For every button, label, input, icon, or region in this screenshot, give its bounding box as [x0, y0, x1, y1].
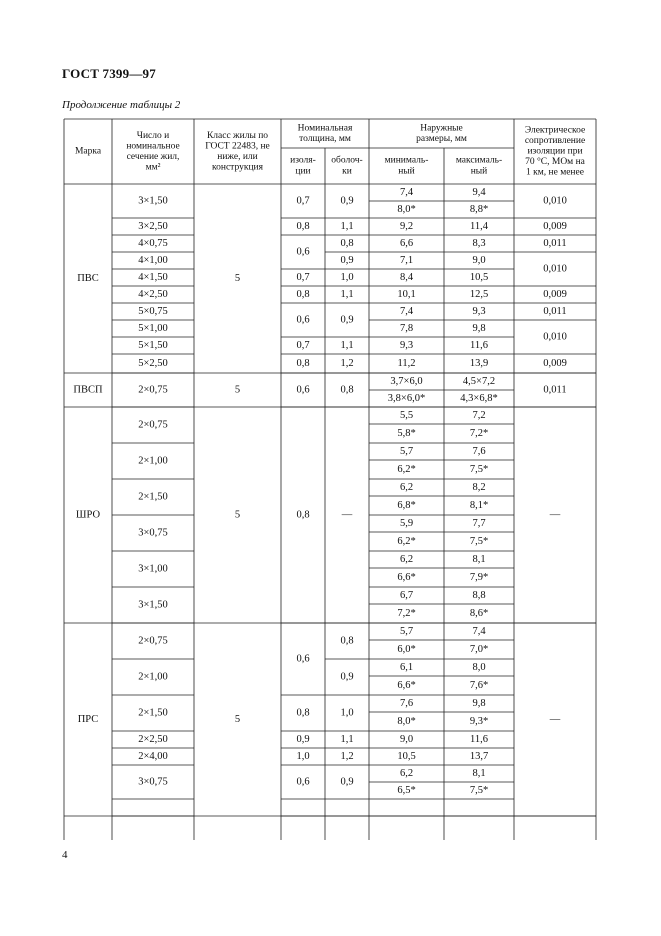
conductor-class: 5	[234, 384, 241, 396]
outer-max: 7,0*	[469, 644, 489, 655]
outer-min: 10,5	[397, 751, 416, 762]
header-resistance: 70 °С, МОм на	[525, 157, 585, 167]
header-class: Класс жилы по	[206, 130, 269, 141]
insulation-thickness: 0,8	[296, 221, 310, 232]
core-count-section: 2×1,50	[138, 491, 168, 503]
outer-max: 7,5*	[469, 464, 489, 475]
outer-min: 6,2	[399, 482, 414, 493]
outer-max: 13,7	[469, 751, 489, 762]
header-resistance: Электрическое	[524, 125, 586, 136]
sheath-thickness: 0,8	[340, 384, 354, 396]
outer-max: 7,6	[472, 446, 486, 457]
outer-min: 10,1	[397, 289, 416, 300]
header-sheath: оболоч-	[331, 155, 363, 166]
outer-min: 8,0*	[397, 716, 416, 727]
outer-max: 7,4	[472, 626, 486, 637]
header-class: ГОСТ 22483, не	[205, 141, 270, 152]
outer-max: 7,2*	[469, 428, 489, 439]
header-outer-dimensions: Наружные	[420, 123, 463, 134]
insulation-resistance: 0,011	[543, 238, 567, 249]
outer-min: 6,2*	[397, 464, 416, 475]
header-insulation: изоля-	[290, 155, 316, 166]
outer-min: 5,9	[399, 518, 414, 529]
outer-min: 3,8×6,0*	[387, 393, 426, 404]
header-max: ный	[470, 166, 488, 177]
outer-min: 6,6*	[397, 572, 416, 583]
outer-min: 6,5*	[397, 785, 416, 796]
header-resistance: изоляции при	[527, 146, 583, 157]
outer-min: 5,7	[399, 626, 414, 637]
sheath-thickness: 1,1	[340, 734, 354, 745]
sheath-thickness: 0,9	[340, 255, 354, 266]
insulation-thickness: 0,8	[296, 707, 310, 719]
outer-min: 8,4	[399, 272, 414, 283]
outer-max: 11,6	[470, 734, 488, 745]
header-class: конструкция	[212, 162, 263, 173]
sheath-thickness: 0,9	[340, 671, 354, 683]
outer-max: 7,7	[472, 518, 486, 529]
core-count-section: 4×1,00	[138, 255, 168, 266]
outer-min: 7,2*	[397, 608, 416, 619]
outer-max: 11,6	[470, 340, 488, 351]
header-nominal-thickness: Номинальная	[297, 123, 353, 134]
core-count-section: 4×0,75	[138, 238, 168, 249]
insulation-thickness: 0,7	[296, 272, 310, 283]
cable-mark: ШРО	[75, 509, 101, 521]
conductor-class: 5	[234, 273, 241, 284]
core-count-section: 3×2,50	[138, 221, 168, 232]
core-count-section: 5×1,00	[138, 323, 168, 334]
header-count-section: сечение жил,	[126, 151, 180, 162]
outer-min: 5,5	[399, 410, 414, 421]
insulation-resistance: 0,009	[543, 221, 567, 232]
insulation-thickness: 0,7	[296, 340, 310, 351]
outer-max: 8,1*	[469, 500, 489, 511]
outer-min: 6,2	[399, 554, 414, 565]
outer-min: 11,2	[397, 358, 416, 369]
outer-min: 6,7	[399, 590, 414, 601]
outer-min: 9,0	[399, 734, 414, 745]
insulation-thickness: 0,8	[296, 358, 310, 369]
outer-max: 11,4	[470, 221, 488, 232]
insulation-thickness: 0,6	[296, 384, 310, 396]
outer-min: 6,8*	[397, 500, 416, 511]
header-class: ниже, или	[217, 151, 258, 162]
core-count-section: 2×2,50	[138, 734, 168, 745]
insulation-resistance: 0,010	[543, 263, 567, 275]
cable-mark: ПРС	[77, 714, 99, 725]
document-title: ГОСТ 7399—97	[62, 66, 156, 81]
insulation-thickness: 0,6	[296, 776, 310, 788]
insulation-resistance: 0,011	[543, 384, 567, 396]
outer-max: 12,5	[469, 289, 489, 300]
sheath-thickness: 1,0	[340, 272, 354, 283]
outer-min: 9,2	[399, 221, 414, 232]
insulation-thickness: 0,9	[296, 734, 310, 745]
header-count-section: Число и	[136, 130, 170, 141]
core-count-section: 2×1,00	[138, 671, 168, 683]
outer-min: 5,8*	[397, 428, 416, 439]
outer-max: 13,9	[469, 358, 489, 369]
table-continuation-note: Продолжение таблицы 2	[62, 99, 181, 111]
insulation-thickness: 0,8	[296, 289, 310, 300]
outer-max: 9,4	[472, 187, 486, 198]
core-count-section: 2×0,75	[138, 635, 168, 647]
outer-min: 6,6*	[397, 680, 416, 691]
sheath-thickness: 0,8	[340, 238, 354, 249]
insulation-resistance: 0,009	[543, 289, 567, 300]
cable-mark: ПВСП	[73, 384, 103, 396]
core-count-section: 3×1,50	[138, 195, 168, 207]
core-count-section: 5×1,50	[138, 340, 168, 351]
core-count-section: 4×1,50	[138, 272, 168, 283]
insulation-resistance: 0,010	[543, 195, 567, 207]
cable-mark: ПВС	[77, 273, 99, 284]
outer-min: 6,2	[399, 768, 414, 779]
sheath-thickness: 0,8	[340, 635, 354, 647]
outer-max: 8,6*	[469, 608, 489, 619]
insulation-thickness: 0,8	[296, 509, 310, 521]
core-count-section: 5×0,75	[138, 306, 168, 317]
conductor-class: 5	[234, 714, 241, 725]
outer-max: 8,1	[472, 554, 486, 565]
outer-min: 6,6	[399, 238, 414, 249]
header-resistance: сопротивление	[524, 136, 586, 146]
outer-max: 7,5*	[469, 536, 489, 547]
outer-max: 8,8*	[469, 204, 489, 215]
insulation-thickness: 0,6	[296, 246, 310, 258]
conductor-class: 5	[234, 509, 241, 521]
sheath-thickness: 1,0	[340, 707, 354, 719]
sheath-thickness: 0,9	[340, 195, 354, 207]
sheath-thickness: —	[341, 509, 353, 521]
core-count-section: 2×4,00	[138, 751, 168, 762]
outer-min: 7,1	[399, 255, 414, 266]
header-min: минималь-	[384, 155, 429, 166]
sheath-thickness: 1,1	[340, 289, 354, 300]
insulation-resistance: 0,010	[543, 331, 567, 343]
header-mark: Марка	[74, 146, 102, 157]
outer-max: 10,5	[469, 272, 489, 283]
core-count-section: 3×1,00	[138, 563, 168, 575]
outer-min: 6,0*	[397, 644, 416, 655]
insulation-thickness: 0,6	[296, 653, 310, 665]
outer-max: 9,8	[472, 698, 486, 709]
outer-max: 4,3×6,8*	[460, 393, 498, 404]
outer-min: 3,7×6,0	[390, 376, 423, 387]
sheath-thickness: 1,1	[340, 221, 354, 232]
core-count-section: 2×1,00	[138, 455, 168, 467]
insulation-resistance: 0,011	[543, 306, 567, 317]
header-min: ный	[398, 166, 415, 177]
page-number: 4	[62, 849, 68, 861]
outer-min: 5,7	[399, 446, 414, 457]
core-count-section: 3×0,75	[138, 527, 168, 539]
header-count-section: мм²	[145, 162, 161, 173]
outer-max: 7,6*	[469, 680, 489, 691]
outer-max: 9,8	[472, 323, 486, 334]
header-count-section: номинальное	[126, 141, 180, 152]
insulation-thickness: 0,6	[296, 314, 310, 326]
core-count-section: 2×0,75	[138, 384, 168, 396]
sheath-thickness: 0,9	[340, 314, 354, 326]
insulation-thickness: 1,0	[296, 751, 310, 762]
header-insulation: ции	[295, 166, 311, 177]
header-max: максималь-	[455, 155, 503, 166]
outer-min: 7,8	[399, 323, 414, 334]
core-count-section: 3×0,75	[138, 776, 168, 788]
sheath-thickness: 1,2	[340, 358, 354, 369]
insulation-thickness: 0,7	[296, 195, 310, 207]
core-count-section: 4×2,50	[138, 289, 168, 300]
core-count-section: 2×0,75	[138, 419, 168, 431]
outer-max: 8,0	[472, 662, 486, 673]
outer-max: 9,3*	[469, 716, 489, 727]
outer-min: 7,4	[399, 187, 414, 198]
insulation-resistance: 0,009	[543, 358, 567, 369]
outer-max: 4,5×7,2	[462, 376, 496, 387]
outer-min: 7,6	[399, 698, 414, 709]
outer-max: 7,9*	[469, 572, 489, 583]
core-count-section: 3×1,50	[138, 599, 168, 611]
outer-min: 8,0*	[397, 204, 416, 215]
outer-max: 8,8	[472, 590, 486, 601]
outer-max: 7,5*	[469, 785, 489, 796]
core-count-section: 5×2,50	[138, 358, 168, 369]
outer-max: 8,3	[472, 238, 486, 249]
outer-min: 9,3	[399, 340, 414, 351]
sheath-thickness: 1,2	[340, 751, 354, 762]
outer-max: 8,1	[472, 768, 486, 779]
insulation-resistance: —	[549, 509, 561, 521]
outer-max: 9,0	[472, 255, 486, 266]
sheath-thickness: 0,9	[340, 776, 354, 788]
outer-max: 8,2	[472, 482, 486, 493]
insulation-resistance: —	[549, 714, 561, 725]
header-nominal-thickness: толщина, мм	[299, 133, 351, 144]
core-count-section: 2×1,50	[138, 707, 168, 719]
outer-max: 7,2	[472, 410, 486, 421]
outer-min: 6,2*	[397, 536, 416, 547]
sheath-thickness: 1,1	[340, 340, 354, 351]
outer-min: 7,4	[399, 306, 414, 317]
outer-min: 6,1	[399, 662, 414, 673]
outer-max: 9,3	[472, 306, 486, 317]
header-sheath: ки	[342, 166, 352, 177]
header-resistance: 1 км, не менее	[526, 167, 584, 178]
header-outer-dimensions: размеры, мм	[416, 133, 467, 144]
